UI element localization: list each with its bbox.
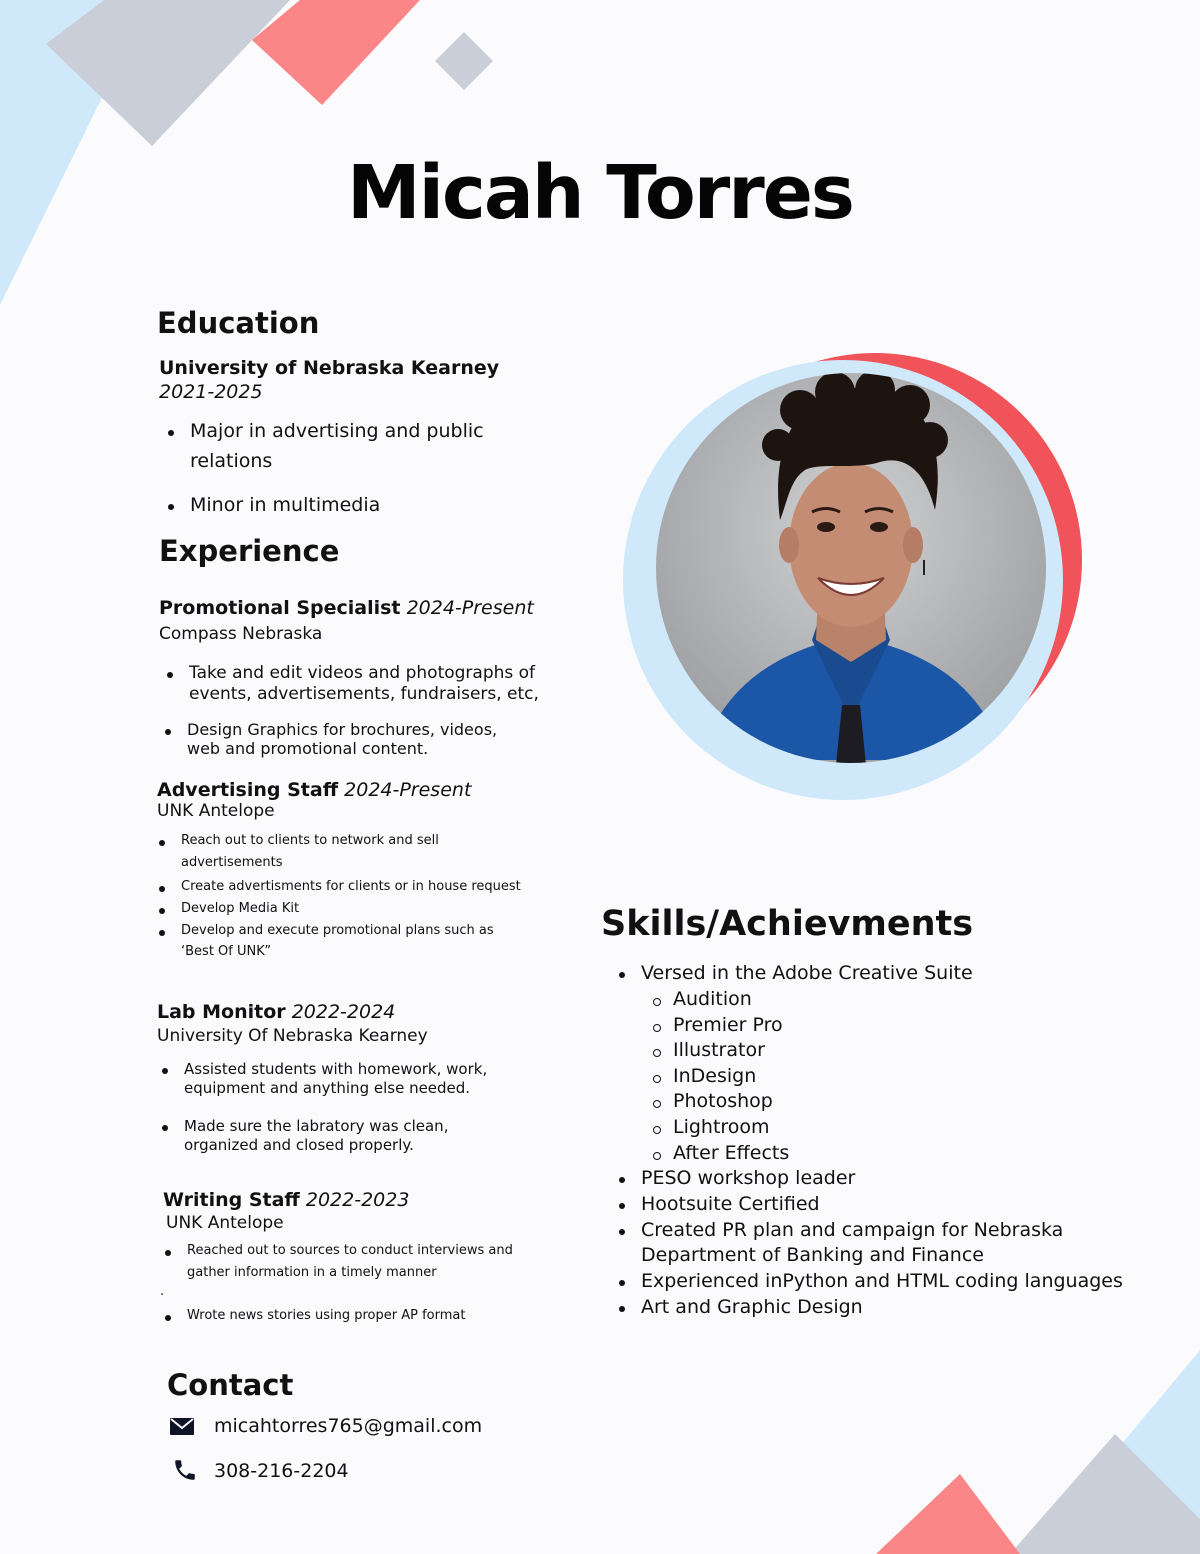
skill-subitem: After Effects [673,1142,790,1164]
job-header [157,1001,395,1023]
skills-heading: Skills/Achievments [601,904,974,944]
skill-subitem: InDesign [673,1065,757,1087]
skill-subitem: Photoshop [673,1090,773,1112]
job-org: UNK Antelope [166,1213,284,1233]
skill-item-cont: Department of Banking and Finance [641,1244,984,1266]
job-title: Writing Staff [163,1189,300,1211]
job-title: Lab Monitor [157,1001,286,1023]
skill-item: PESO workshop leader [641,1167,856,1189]
contact-email[interactable]: micahtorres765@gmail.com [214,1415,483,1437]
job-bullet-cont: events, advertisements, fundraisers, etc, [189,684,539,704]
contact-phone[interactable]: 308-216-2204 [214,1460,349,1482]
profile-photo [615,345,1095,805]
skill-item: Experienced inPython and HTML coding languages [641,1270,1123,1292]
experience-heading: Experience [159,534,340,568]
job-title: Promotional Specialist [159,597,401,619]
person-name: Micah Torres [347,150,853,236]
job-bullet: Create advertisments for clients or in house request [181,879,521,894]
phone-icon [172,1457,198,1483]
stray-mark: . [160,1284,165,1299]
job-bullet-cont: web and promotional content. [187,739,429,758]
job-bullet-cont: ‘Best Of UNK” [181,944,272,959]
skill-item: Created PR plan and campaign for Nebraska [641,1219,1064,1241]
skill-item: Hootsuite Certified [641,1193,820,1215]
job-bullet: Take and edit videos and photographs of [189,663,536,683]
job-dates: 2022-2023 [305,1189,410,1211]
job-header [163,1189,409,1211]
education-bullet: Minor in multimedia [190,494,381,516]
job-bullet: Assisted students with homework, work, [184,1060,488,1078]
job-header [159,597,534,619]
job-org: University Of Nebraska Kearney [157,1026,428,1046]
skill-subitem: Premier Pro [673,1014,783,1036]
job-bullet: Made sure the labratory was clean, [184,1117,449,1135]
job-bullet-cont: equipment and anything else needed. [184,1079,471,1097]
education-school: University of Nebraska Kearney [159,357,500,379]
job-header [157,779,471,801]
job-org: Compass Nebraska [159,624,323,644]
job-dates: 2022-2024 [291,1001,396,1023]
decoration-bottom-right [860,1344,1200,1554]
education-bullet: Major in advertising and public [190,420,484,442]
skill-subitem: Illustrator [673,1039,765,1061]
job-bullet: Design Graphics for brochures, videos, [187,720,498,739]
skill-item: Art and Graphic Design [641,1296,863,1318]
job-bullet: Develop Media Kit [181,901,300,916]
skill-subitem: Audition [673,988,752,1010]
job-bullet-cont: organized and closed properly. [184,1136,414,1154]
education-years: 2021-2025 [159,381,263,403]
contact-heading: Contact [167,1368,294,1402]
education-heading: Education [157,306,320,340]
education-bullet-cont: relations [190,450,273,472]
envelope-icon [169,1417,195,1437]
skill-subitem: Lightroom [673,1116,770,1138]
job-org: UNK Antelope [157,801,275,821]
job-bullet-cont: advertisements [181,855,283,870]
job-bullet: Develop and execute promotional plans such as [181,923,494,938]
job-dates: 2024-Present [406,597,534,619]
job-bullet: Wrote news stories using proper AP format [187,1308,466,1323]
skill-item: Versed in the Adobe Creative Suite [641,962,973,984]
job-title: Advertising Staff [157,779,339,801]
job-bullet: Reach out to clients to network and sell [181,833,439,848]
job-bullet: Reached out to sources to conduct interviews and [187,1243,513,1258]
job-bullet-cont: gather information in a timely manner [187,1265,437,1280]
job-dates: 2024-Present [344,779,472,801]
